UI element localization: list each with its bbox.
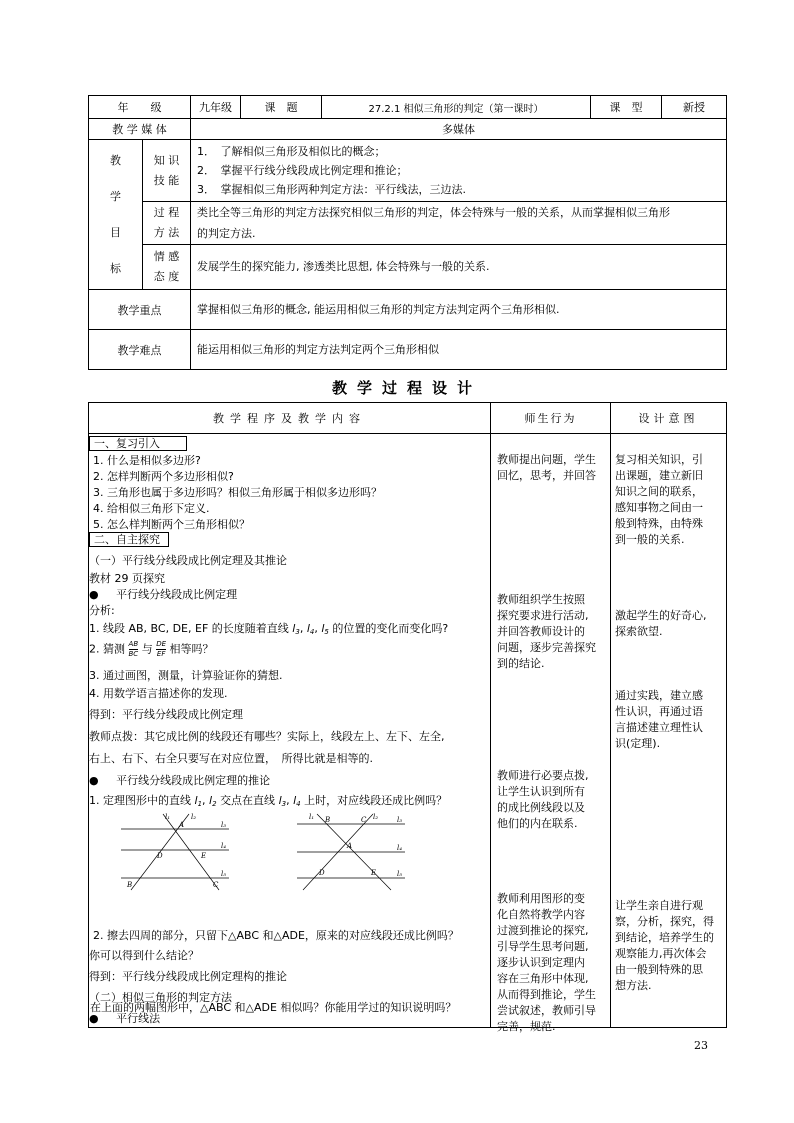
action-block-2 (497, 592, 596, 672)
process-label (143, 202, 191, 245)
intent-line: 性认识，再通过语 (615, 705, 703, 718)
type-value: 新授 (662, 96, 727, 119)
action-line: 尝试叙述，教师引导 (497, 1004, 596, 1017)
action-line: 探究要求进行活动, (497, 609, 589, 622)
knowledge-label (143, 140, 191, 202)
key-point-label: 教学重点 (89, 290, 191, 330)
intent-line: 知识之间的联系， (615, 485, 703, 498)
lesson-info-table (88, 95, 727, 370)
intent-line: 言描述建立理性认 (615, 721, 703, 734)
explore-title-box (89, 532, 169, 547)
media-value: 多媒体 (191, 119, 727, 140)
question-1: 1. 线段 AB, BC, DE, EF 的长度随着直线 $l_3$, $l_4$, $l_5$ 的位置的变化而变化吗? (89, 622, 449, 636)
label-E: E (201, 852, 207, 860)
q5-prefix: 1. 定理图形中的直线 (89, 794, 191, 807)
review-title: 一、复习引入 (89, 436, 187, 451)
content-body (89, 434, 490, 1027)
bullet-theorem-text: 平行线分线段成比例定理 (116, 588, 238, 601)
intent-line: 察，分析，探究，得 (615, 915, 714, 928)
actions-cell (491, 434, 611, 1033)
frac-num: AB (128, 640, 139, 648)
knowledge-label-line: 技 能 (153, 173, 180, 187)
review-item: 4. 给相似三角形下定义. (93, 502, 210, 515)
process-label-line: 过 程 (153, 206, 180, 219)
action-block-3 (497, 768, 589, 832)
question-6b: 你可以得到什么结论？ (89, 949, 199, 962)
intent-line: 出课题，建立新旧 (615, 469, 703, 482)
type-label: 课 型 (591, 96, 662, 119)
intent-line: 到一般的关系. (615, 533, 685, 546)
review-item: 3. 三角形也属于多边形吗？相似三角形属于相似多边形吗？ (93, 486, 382, 499)
q1-suffix: 的位置的变化而变化吗? (332, 622, 449, 635)
process-text (191, 202, 727, 245)
action-line: 教师进行必要点拨, (497, 769, 589, 782)
intent-line: 识(定理). (615, 737, 661, 750)
action-line: 完善，规范. (497, 1020, 556, 1033)
part2-title: （二）相似三角形的判定方法 (89, 991, 232, 1004)
content-header: 教学程序及教学内容 (89, 403, 491, 434)
question-7: 在上面的两幅图形中，△ABC 和△ADE 相似吗？你能用学过的知识说明吗？ (90, 1001, 457, 1014)
explore-title: 二、自主探究 (89, 532, 169, 547)
intent-line: 通过实践，建立感 (615, 689, 703, 702)
q2-suffix: 相等吗？ (169, 642, 214, 656)
bullet-theorem (89, 586, 237, 602)
question-4: 4. 用数学语言描述你的发现. (89, 687, 228, 700)
question-6: 2. 擦去四周的部分，只留下△ABC 和△ADE，原来的对应线段还成比例吗？ (93, 929, 459, 942)
emotion-label-line: 情 感 (153, 250, 180, 263)
result-2: 得到：平行线分线段成比例定理构的推论 (89, 970, 287, 983)
intent-line: 感知事物之间由一 (615, 501, 703, 514)
label-l3: l₃ (397, 816, 403, 824)
objectives-label-char: 标 (110, 261, 121, 275)
knowledge-item: 2． 掌握平行线分线段成比例定理和推论； (197, 164, 408, 177)
analysis-label: 分析: (89, 604, 115, 617)
objectives-label-char: 教 (110, 153, 121, 167)
actions-header: 师生行为 (491, 403, 611, 434)
label-l2: l₂ (373, 813, 379, 821)
action-line: 回忆，思考，并回答 (497, 469, 596, 482)
bullet-corollary (89, 772, 270, 788)
action-line: 教师组织学生按照 (497, 593, 585, 606)
intent-line: 探索欲望. (615, 625, 663, 638)
label-l1: l₁ (309, 813, 315, 821)
action-line: 教师利用图形的变 (497, 892, 585, 905)
line-l1 (163, 814, 219, 890)
intent-block-4 (615, 898, 714, 994)
result-1: 得到：平行线分线段成比例定理 (89, 708, 243, 721)
action-line: 引导学生思考问题, (497, 940, 589, 953)
difficulty-text: 能运用相似三角形的判定方法判定两个三角形相似 (191, 330, 727, 370)
grade-value: 九年级 (191, 96, 241, 119)
question-2 (89, 640, 214, 659)
textbook-ref: 教材 29 页探究 (89, 572, 165, 585)
review-item: 2. 怎样判断两个多边形相似? (93, 470, 234, 483)
knowledge-item: 3． 掌握相似三角形两种判定方法：平行线法，三边法. (197, 183, 466, 196)
process-design-title: 教学过程设计 (331, 379, 482, 397)
action-line: 化自然将教学内容 (497, 908, 585, 921)
objectives-label-char: 目 (110, 225, 121, 239)
label-l5: l₅ (397, 870, 403, 878)
difficulty-label: 教学难点 (89, 330, 191, 370)
frac-den: EF (156, 650, 166, 658)
action-line: 从而得到推论，学生 (497, 988, 596, 1001)
topic-label: 课 题 (241, 96, 322, 119)
process-table (88, 402, 727, 1033)
review-item: 1. 什么是相似多边形? (93, 454, 201, 467)
intent-header: 设计意图 (611, 403, 727, 434)
action-line: 的成比例线段以及 (497, 801, 585, 814)
objectives-label (89, 140, 143, 290)
knowledge-items (191, 140, 727, 202)
action-line: 他们的内在联系. (497, 817, 578, 830)
grade-label: 年 级 (89, 96, 191, 119)
action-line: 让学生认识到所有 (497, 785, 585, 798)
page-number: 23 (694, 1039, 708, 1052)
label-l2: l₂ (191, 813, 197, 821)
media-label: 教 学 媒 体 (89, 119, 191, 140)
intent-cell (611, 434, 727, 1028)
intent-line: 观察能力,再次体会 (615, 947, 707, 960)
question-3: 3. 通过画图，测量，计算验证你的猜想. (89, 669, 283, 682)
fraction-de-ef (156, 640, 166, 659)
label-l5: l₅ (221, 870, 227, 878)
action-line: 并回答教师设计的 (497, 625, 585, 638)
fraction-ab-bc (129, 640, 139, 659)
q1-prefix: 1. 线段 AB, BC, DE, EF 的长度随着直线 (89, 622, 289, 635)
part1-title: （一）平行线分线段成比例定理及其推论 (89, 554, 287, 567)
frac-num: DE (156, 640, 167, 648)
label-l4: l₄ (397, 844, 403, 852)
teacher-hint-2: 右上、右下、右全只要写在对应位置， 所得比就是相等的. (89, 752, 373, 765)
q2-prefix: 2. 猜测 (89, 642, 125, 656)
intent-block-1 (615, 452, 703, 548)
label-B: B (325, 816, 331, 824)
intent-line: 般到特殊，由特殊 (615, 517, 703, 530)
label-D: D (319, 869, 325, 877)
process-label-line: 方 法 (153, 226, 180, 239)
action-block-4 (497, 891, 596, 1035)
bullet-icon: ● (89, 774, 99, 787)
action-line: 问题，逐步完善探究 (497, 641, 596, 654)
objectives-label-char: 学 (110, 189, 121, 203)
bullet-corollary-text: 平行线分线段成比例定理的推论 (116, 774, 271, 787)
actions-body (491, 434, 610, 1033)
label-E: E (371, 869, 377, 877)
label-A: A (179, 821, 185, 829)
label-A: A (347, 842, 353, 850)
action-line: 到的结论. (497, 657, 545, 670)
frac-den: BC (128, 650, 139, 658)
emotion-label-line: 态 度 (153, 270, 180, 283)
label-B: B (127, 881, 133, 889)
intent-line: 让学生亲自进行观 (615, 899, 703, 912)
intent-line: 激起学生的好奇心, (615, 609, 707, 622)
teacher-hint-1: 教师点拨：其它成比例的线段还有哪些？实际上，线段左上、左下、左全, (89, 730, 445, 743)
process-text-line: 的判定方法. (197, 227, 256, 240)
emotion-label (143, 245, 191, 290)
intent-line: 到结论，培养学生的 (615, 931, 714, 944)
intent-body (611, 434, 726, 1027)
action-block-1 (497, 452, 596, 484)
topic-value: 27.2.1 相似三角形的判定（第一课时） (322, 96, 591, 119)
intent-line: 想方法. (615, 979, 652, 992)
review-title-box (89, 436, 187, 451)
bullet-parallel-text: 平行线法 (116, 1012, 161, 1025)
intent-line: 复习相关知识，引 (615, 453, 703, 466)
intent-line: 由一般到特殊的思 (615, 963, 703, 976)
question-5: 1. 定理图形中的直线 $l_1$, $l_2$ 交点在直线 $l_3$, $l_4$ 上时，对应线段还成比例吗？ (89, 794, 448, 808)
intent-block-2 (615, 608, 707, 640)
action-line: 教师提出问题，学生 (497, 453, 596, 466)
process-text-line: 类比全等三角形的判定方法探究相似三角形的判定，体会特殊与一般的关系，从而掌握相似三角形 (197, 206, 670, 219)
action-line: 过渡到推论的探究, (497, 924, 589, 937)
label-l1: l₁ (165, 813, 171, 821)
action-line: 容在三角形中体现, (497, 972, 589, 985)
bullet-icon: ● (89, 1012, 99, 1025)
review-item: 5. 怎么样判断两个三角形相似？ (93, 518, 250, 531)
intent-block-3 (615, 688, 703, 752)
bullet-icon: ● (89, 588, 99, 601)
label-l4: l₄ (221, 842, 227, 850)
label-D: D (157, 852, 163, 860)
label-l3: l₃ (221, 821, 227, 829)
theorem-figure-1 (119, 812, 229, 892)
q5-suffix: 上时，对应线段还成比例吗？ (304, 794, 448, 807)
theorem-figure-2 (295, 812, 405, 892)
label-C: C (213, 881, 219, 889)
content-cell (89, 434, 491, 1028)
q2-mid: 与 (141, 642, 153, 656)
q5-mid: 交点在直线 (220, 794, 276, 807)
knowledge-item: 1． 了解相似三角形及相似比的概念； (197, 145, 386, 158)
emotion-text: 发展学生的探究能力, 渗透类比思想, 体会特殊与一般的关系. (191, 245, 727, 290)
knowledge-label-line: 知 识 (153, 153, 180, 167)
key-point-text: 掌握相似三角形的概念, 能运用相似三角形的判定方法判定两个三角形相似. (191, 290, 727, 330)
label-C: C (361, 816, 367, 824)
action-line: 逐步认识到定理内 (497, 956, 585, 969)
